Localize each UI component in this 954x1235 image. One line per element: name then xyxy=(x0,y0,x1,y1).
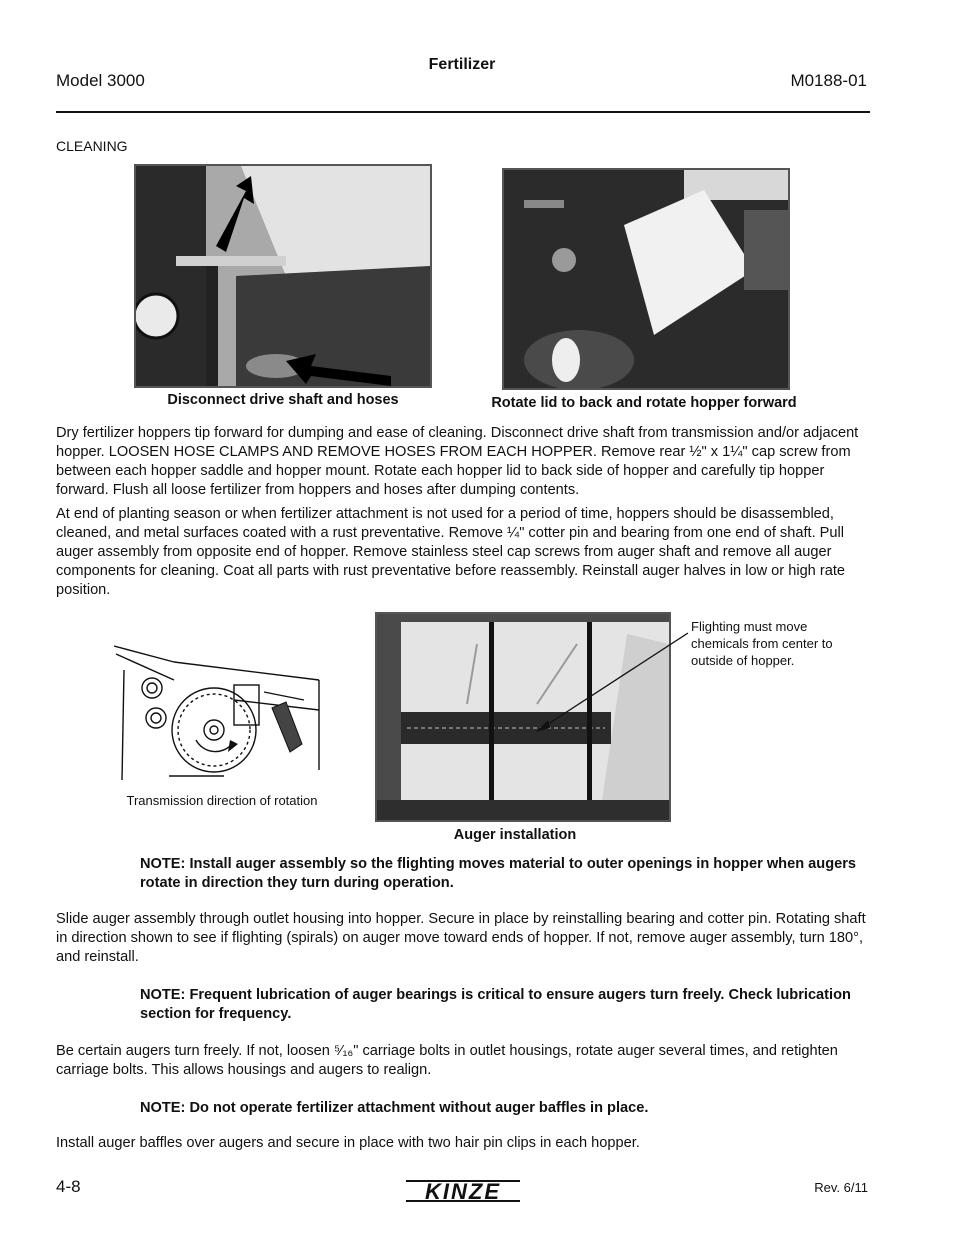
transmission-line-drawing xyxy=(114,640,324,782)
callout-leader-line xyxy=(530,628,700,738)
transmission-drawing xyxy=(114,640,324,782)
note-auger-direction: NOTE: Install auger assembly so the flighting moves material to outer openings in hopper when augers rotate in direction they turn during operation. xyxy=(140,856,857,891)
paragraph-slide-auger: Slide auger assembly through outlet housing into hopper. Secure in place by reinstalling bearing and cotter pin. Rotating shaft in direction shown to see if flighting (spirals) on auger move toward ends of hopper. If not, remove auger assembly, turn 180°, and reinstall. xyxy=(56,911,866,965)
photo-hopper-rotated xyxy=(502,168,790,390)
photo-drive-shaft-hoses xyxy=(134,164,432,388)
header-divider xyxy=(56,111,870,113)
photo1-caption: Disconnect drive shaft and hoses xyxy=(167,392,399,408)
page-title: Fertilizer xyxy=(428,56,496,73)
photo-drive-shaft-illustration xyxy=(136,166,430,386)
revision-label: Rev. 6/11 xyxy=(814,1180,868,1195)
document-number: M0188-01 xyxy=(790,71,867,90)
drawing-caption: Transmission direction of rotation xyxy=(126,793,318,808)
model-label: Model 3000 xyxy=(56,71,145,90)
photo-hopper-illustration xyxy=(504,170,788,388)
paragraph-disassembly: At end of planting season or when fertilizer attachment is not used for a period of time, hoppers should be disassembled, cleaned, and metal surfaces coated with a rust preventative. Remove ¼" cotter pin and bearing from one end of shaft. Pull auger assembly from opposite end of hopper. Remove stainless steel cap screws from auger shaft and remove all auger components for cleaning. Coat all parts with rust preventative before reassembly. Reinstall auger halves in low or high rate position. xyxy=(56,506,846,598)
note-lubrication: NOTE: Frequent lubrication of auger bearings is critical to ensure augers turn freely. Check lubrication section for frequency. xyxy=(140,987,851,1022)
kinze-logo xyxy=(402,1175,524,1207)
section-title: CLEANING xyxy=(56,138,128,154)
note-auger-baffles: NOTE: Do not operate fertilizer attachment without auger baffles in place. xyxy=(140,1100,649,1116)
paragraph-install-baffles: Install auger baffles over augers and secure in place with two hair pin clips in each hopper. xyxy=(56,1135,640,1151)
photo2-caption: Rotate lid to back and rotate hopper forward xyxy=(491,395,797,411)
paragraph-augers-turn-freely: Be certain augers turn freely. If not, loosen ⁵⁄₁₆" carriage bolts in outlet housings, rotate auger several times, and retighten carriage bolts. This allows housings and augers to realign. xyxy=(56,1043,838,1078)
paragraph-dumping: Dry fertilizer hoppers tip forward for dumping and ease of cleaning. Disconnect drive shaft from transmission and/or adjacent hopper. LOOSEN HOSE CLAMPS AND REMOVE HOSES FROM EACH HOPPER. Remove rear ½" x 1¼" cap screw from between each hopper saddle and hopper mount. Rotate each hopper lid to back side of hopper and carefully tip hopper forward. Flush all loose fertilizer from hoppers and hoses after dumping contents. xyxy=(56,425,859,498)
auger-callout-text: Flighting must move chemicals from center to outside of hopper. xyxy=(691,619,833,668)
page-number: 4-8 xyxy=(56,1177,81,1196)
kinze-logo-text: KINZE xyxy=(425,1179,501,1204)
photo3-caption: Auger installation xyxy=(453,827,577,843)
kinze-logo-mark xyxy=(402,1175,524,1207)
